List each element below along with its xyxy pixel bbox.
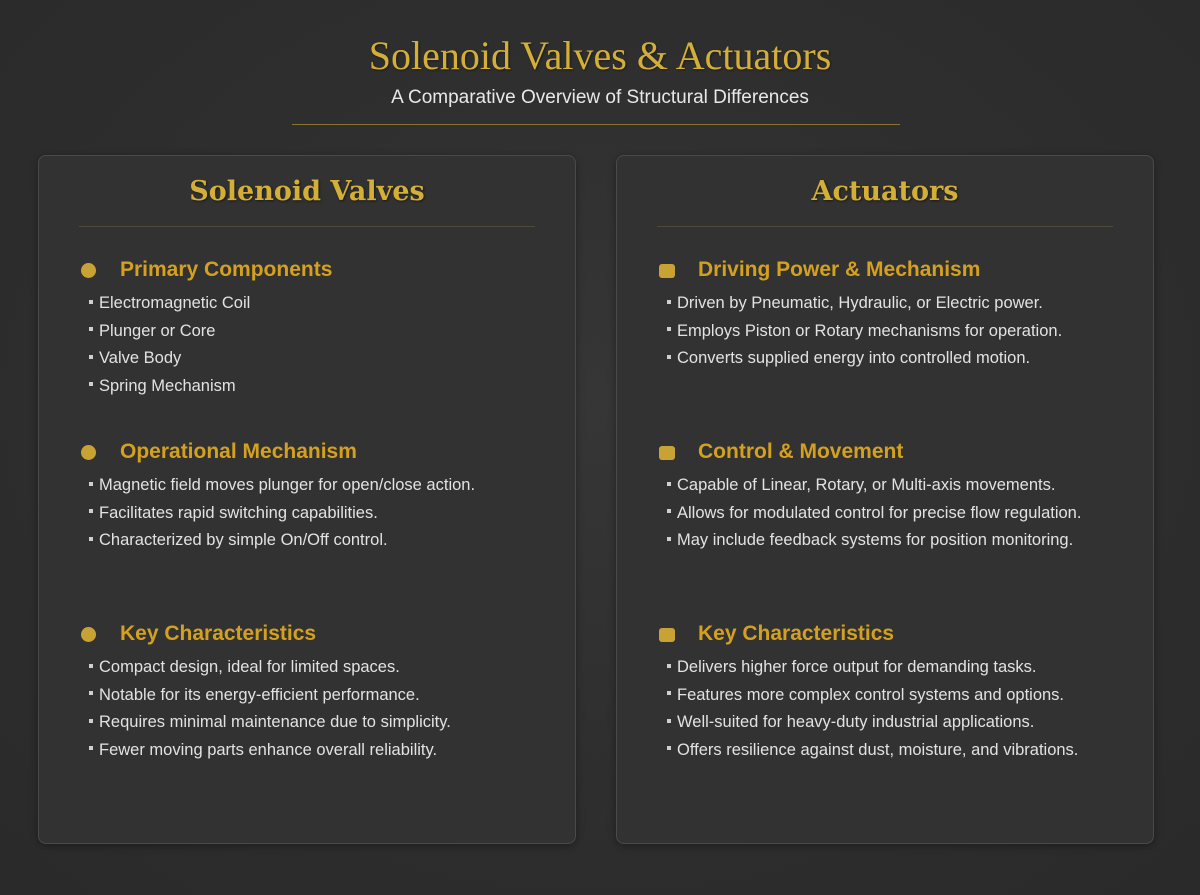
square-bullet-icon <box>667 509 671 513</box>
item-list <box>659 654 1139 764</box>
item-list <box>81 654 561 764</box>
list-item: Allows for modulated control for precise flow regulation. <box>667 500 1139 528</box>
square-bullet-icon <box>667 327 671 331</box>
square-bullet-icon <box>659 628 675 642</box>
list-item: Electromagnetic Coil <box>89 290 561 318</box>
circle-bullet-icon <box>81 445 96 460</box>
section-title: Operational Mechanism <box>120 440 357 463</box>
square-bullet-icon <box>667 482 671 486</box>
square-bullet-icon <box>89 382 93 386</box>
card-title: Solenoid Valves <box>189 176 425 207</box>
list-item: Employs Piston or Rotary mechanisms for operation. <box>667 318 1139 346</box>
square-bullet-icon <box>667 300 671 304</box>
list-item: Delivers higher force output for demanding tasks. <box>667 654 1139 682</box>
square-bullet-icon <box>667 355 671 359</box>
card-divider <box>657 226 1113 227</box>
section-control-movement <box>659 437 1139 555</box>
list-item: Capable of Linear, Rotary, or Multi-axis movements. <box>667 472 1139 500</box>
list-item: Facilitates rapid switching capabilities. <box>89 500 561 528</box>
section-title: Driving Power & Mechanism <box>698 258 981 281</box>
page-subtitle: A Comparative Overview of Structural Differences <box>391 87 809 108</box>
list-item: Fewer moving parts enhance overall reliability. <box>89 737 561 765</box>
section-title: Primary Components <box>120 258 333 281</box>
square-bullet-icon <box>89 537 93 541</box>
list-item: Plunger or Core <box>89 318 561 346</box>
list-item: Features more complex control systems and options. <box>667 682 1139 710</box>
list-item: Driven by Pneumatic, Hydraulic, or Electric power. <box>667 290 1139 318</box>
square-bullet-icon <box>89 691 93 695</box>
page-title: Solenoid Valves & Actuators <box>368 33 832 78</box>
square-bullet-icon <box>667 537 671 541</box>
solenoid-valves-card <box>38 155 576 844</box>
item-list <box>659 472 1139 555</box>
list-item: Spring Mechanism <box>89 373 561 401</box>
section-key-characteristics <box>659 619 1139 764</box>
circle-bullet-icon <box>81 263 96 278</box>
square-bullet-icon <box>667 719 671 723</box>
list-item: Converts supplied energy into controlled motion. <box>667 345 1139 373</box>
item-list <box>81 472 561 555</box>
square-bullet-icon <box>89 664 93 668</box>
square-bullet-icon <box>89 719 93 723</box>
square-bullet-icon <box>89 482 93 486</box>
list-item: Characterized by simple On/Off control. <box>89 527 561 555</box>
square-bullet-icon <box>89 327 93 331</box>
list-item: Magnetic field moves plunger for open/close action. <box>89 472 561 500</box>
card-title: Actuators <box>811 176 959 207</box>
list-item: Requires minimal maintenance due to simplicity. <box>89 709 561 737</box>
square-bullet-icon <box>667 691 671 695</box>
square-bullet-icon <box>659 264 675 278</box>
header-divider <box>292 124 900 125</box>
section-title: Control & Movement <box>698 440 904 463</box>
item-list <box>81 290 561 400</box>
list-item: Compact design, ideal for limited spaces. <box>89 654 561 682</box>
square-bullet-icon <box>667 746 671 750</box>
section-operational-mechanism <box>81 437 561 555</box>
item-list <box>659 290 1139 373</box>
square-bullet-icon <box>667 664 671 668</box>
square-bullet-icon <box>659 446 675 460</box>
list-item: Valve Body <box>89 345 561 373</box>
section-key-characteristics <box>81 619 561 764</box>
section-driving-power <box>659 255 1139 373</box>
card-divider <box>79 226 535 227</box>
section-title: Key Characteristics <box>698 622 895 645</box>
list-item: May include feedback systems for position monitoring. <box>667 527 1139 555</box>
square-bullet-icon <box>89 300 93 304</box>
section-title: Key Characteristics <box>120 622 317 645</box>
list-item: Notable for its energy-efficient performance. <box>89 682 561 710</box>
circle-bullet-icon <box>81 627 96 642</box>
actuators-card <box>616 155 1154 844</box>
section-primary-components <box>81 255 561 400</box>
square-bullet-icon <box>89 746 93 750</box>
list-item: Well-suited for heavy-duty industrial applications. <box>667 709 1139 737</box>
square-bullet-icon <box>89 355 93 359</box>
list-item: Offers resilience against dust, moisture, and vibrations. <box>667 737 1139 765</box>
square-bullet-icon <box>89 509 93 513</box>
